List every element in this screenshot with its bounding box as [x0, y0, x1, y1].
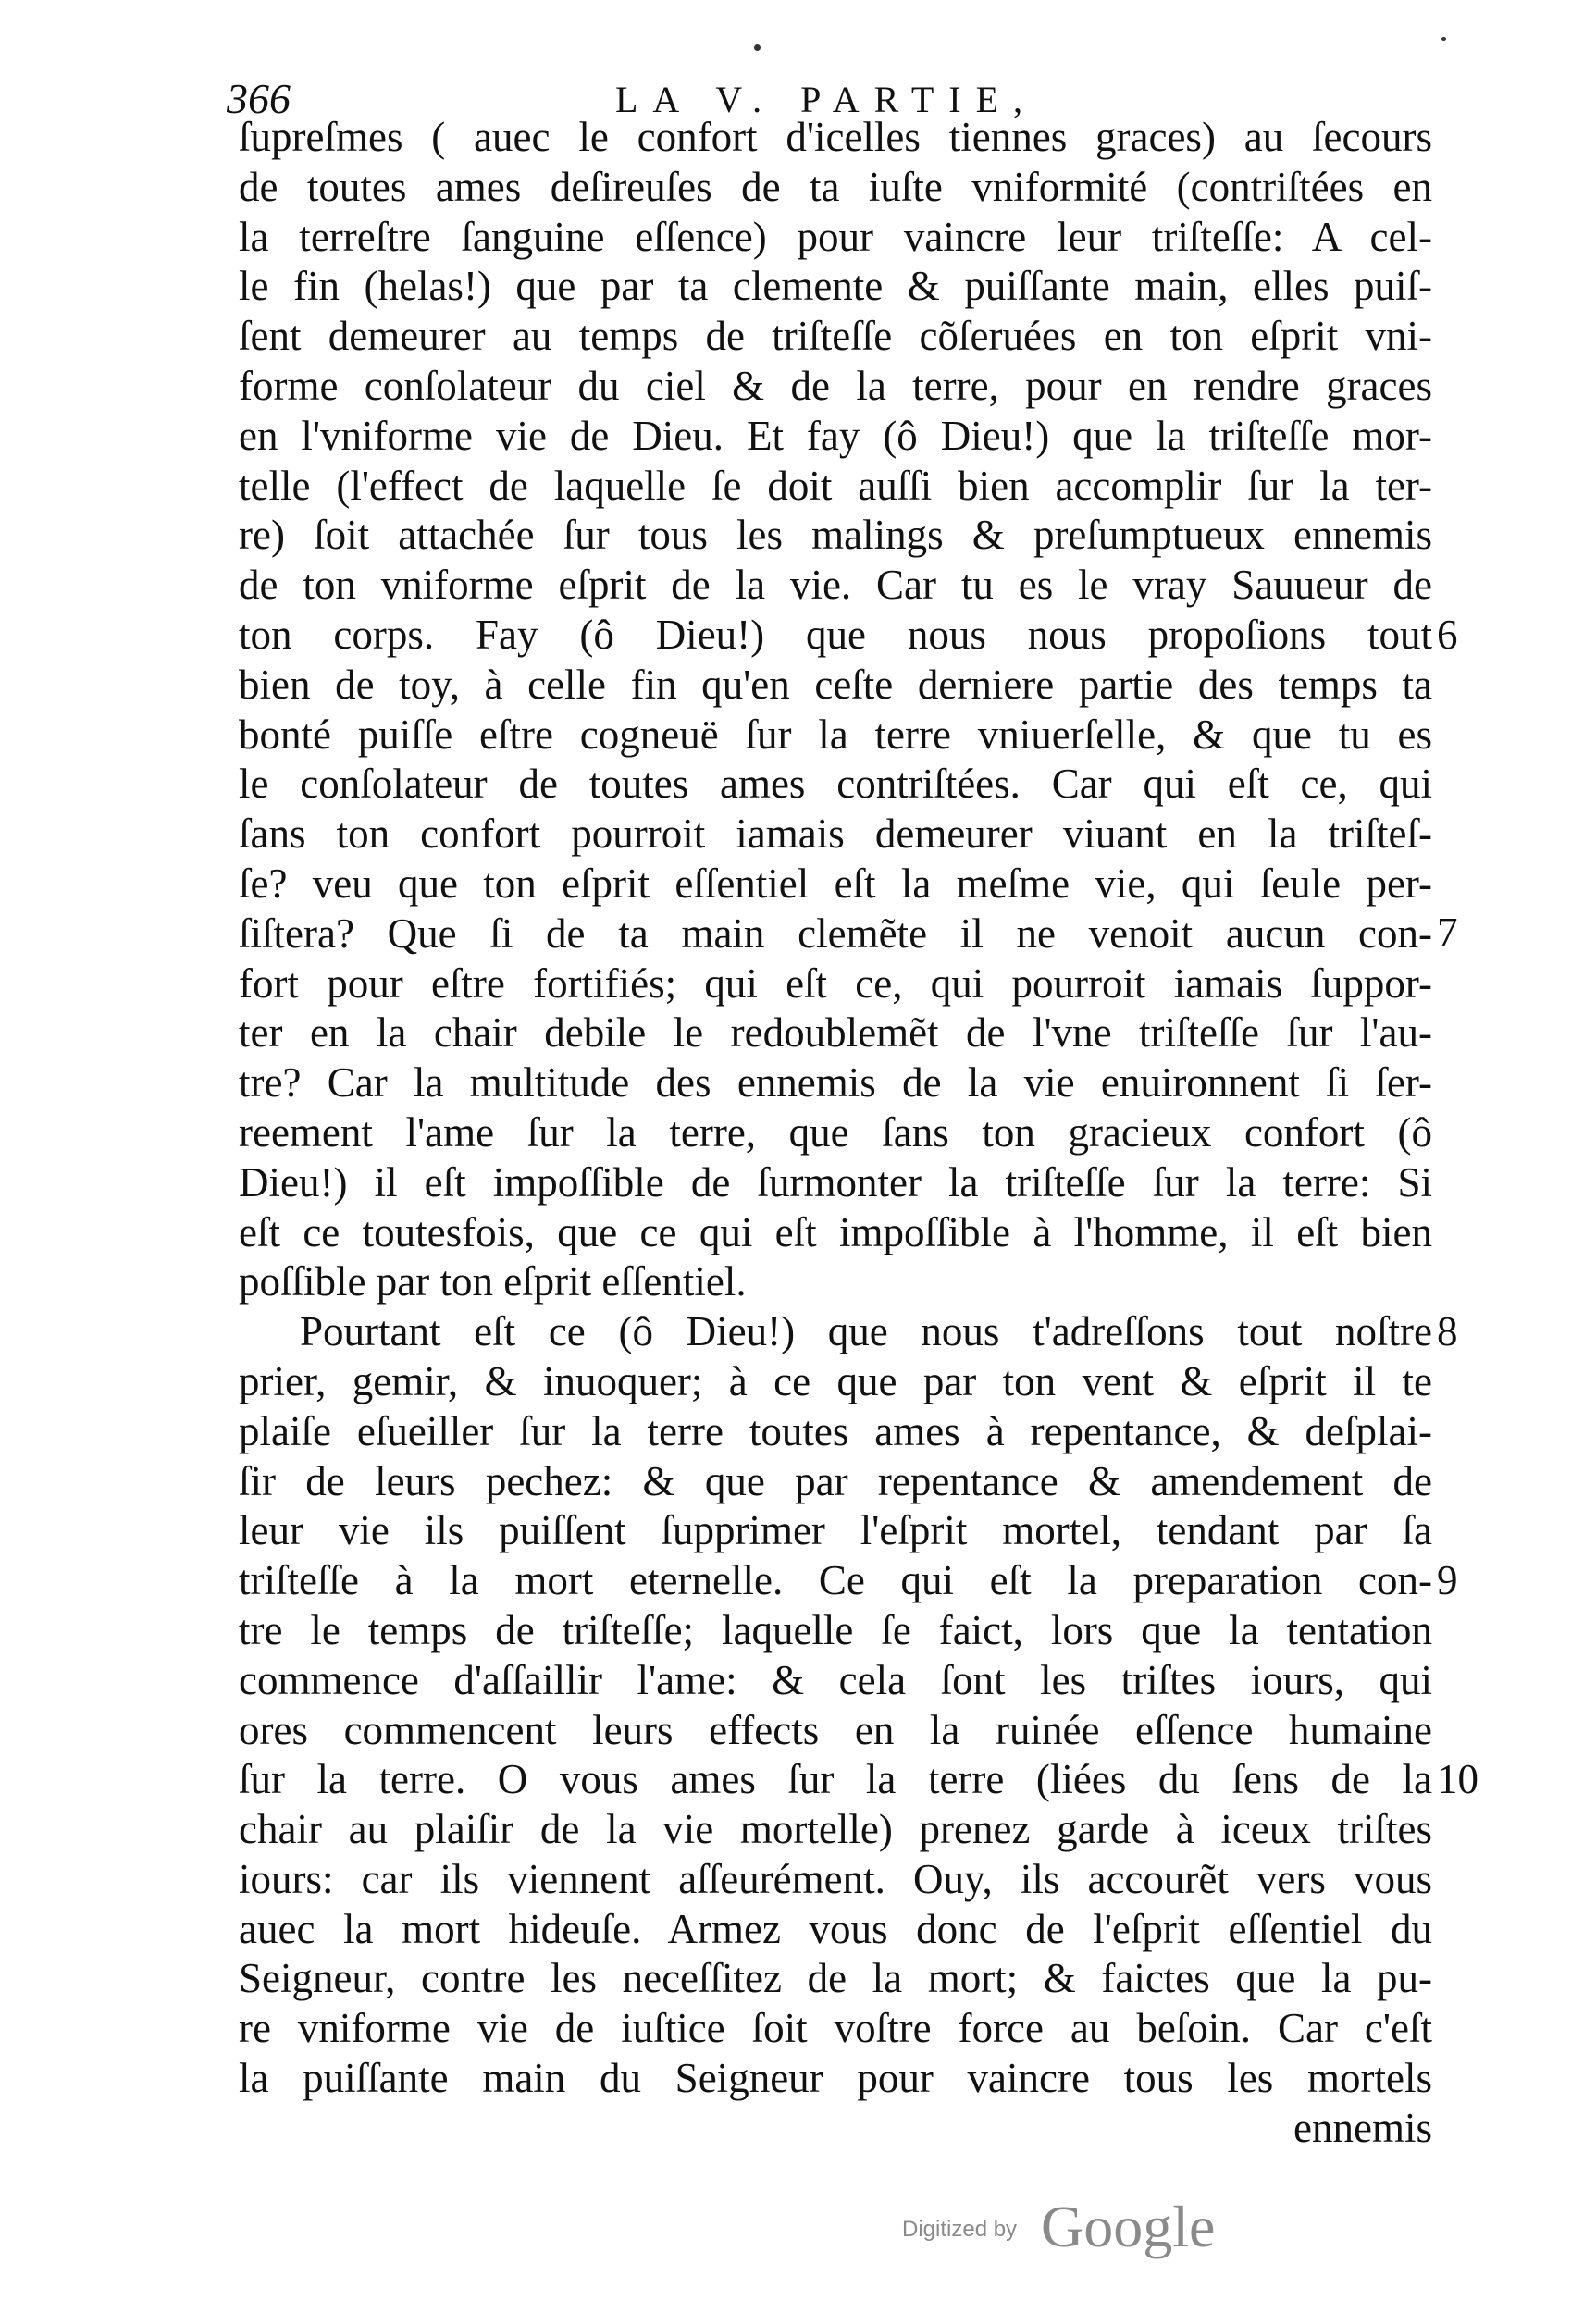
text-line: re) ſoit attachée ſur tous les malings & preſumptueux ennemis: [239, 512, 1432, 559]
text-line: ſur la terre. O vous ames ſur la terre (liées du ſens de la: [239, 1756, 1432, 1803]
text-line: poſſible par ton eſprit eſſentiel.: [239, 1258, 747, 1305]
text-line: ores commencent leurs effects en la ruinée eſſence humaine: [239, 1706, 1432, 1753]
text-line: en l'vniforme vie de Dieu. Et fay (ô Dieu!) que la triſteſſe mor-: [239, 412, 1432, 459]
text-line: leur vie ils puiſſent ſupprimer l'eſprit mortel, tendant par ſa: [239, 1507, 1432, 1554]
text-line: le conſolateur de toutes ames contriſtées. Car qui eſt ce, qui: [239, 761, 1432, 808]
text-line: Seigneur, contre les neceſſitez de la mort; & faictes que la pu-: [239, 1955, 1432, 2002]
google-logo: Google: [1041, 2194, 1216, 2259]
ink-speck: [1441, 37, 1446, 41]
text-line: tre? Car la multitude des ennemis de la vie enuironnent ſi ſer-: [239, 1059, 1432, 1107]
text-line: Dieu!) il eſt impoſſible de ſurmonter la triſteſſe ſur la terre: Si: [239, 1158, 1432, 1206]
text-line: le fin (helas!) que par ta clemente & puiſſante main, elles puiſ-: [239, 263, 1432, 310]
text-line: forme conſolateur du ciel & de la terre, pour en rendre graces: [239, 362, 1432, 409]
text-line: reement l'ame ſur la terre, que ſans ton gracieux confort (ô: [239, 1108, 1432, 1156]
text-line: prier, gemir, & inuoquer; à ce que par ton vent & eſprit il te: [239, 1357, 1432, 1404]
body-text: [239, 113, 1432, 2154]
digitization-watermark: [902, 2193, 1272, 2267]
text-line: ton corps. Fay (ô Dieu!) que nous nous propoſions tout: [239, 611, 1432, 658]
verse-number: 9: [1437, 1557, 1458, 1603]
text-line: bien de toy, à celle fin qu'en ceſte derniere partie des temps ta: [239, 661, 1432, 708]
text-line: la terreſtre ſanguine eſſence) pour vaincre leur triſteſſe: A cel-: [239, 213, 1432, 260]
text-line: commence d'aſſaillir l'ame: & cela ſont les triſtes iours, qui: [239, 1656, 1432, 1703]
text-line: tre le temps de triſteſſe; laquelle ſe faict, lors que la tentation: [239, 1606, 1432, 1653]
verse-number: 7: [1437, 909, 1458, 956]
verse-number: 6: [1437, 612, 1458, 658]
verse-number: 10: [1437, 1756, 1478, 1802]
running-title: LA V. PARTIE,: [615, 79, 1038, 120]
text-line: plaiſe eſueiller ſur la terre toutes ames à repentance, & deſplai-: [239, 1407, 1432, 1454]
text-line: telle (l'effect de laquelle ſe doit auſſi bien accomplir ſur la ter-: [239, 462, 1432, 509]
text-line: de ton vniforme eſprit de la vie. Car tu es le vray Sauueur de: [239, 562, 1432, 609]
text-line: bonté puiſſe eſtre cogneuë ſur la terre vniuerſelle, & que tu es: [239, 711, 1432, 758]
text-line: eſt ce toutesfois, que ce qui eſt impoſſible à l'homme, il eſt bien: [239, 1208, 1432, 1255]
text-line: auec la mort hideuſe. Armez vous donc de l'eſprit eſſentiel du: [239, 1905, 1432, 1952]
text-line: Pourtant eſt ce (ô Dieu!) que nous t'adreſſons tout noſtre: [300, 1308, 1432, 1355]
text-line: chair au plaiſir de la vie mortelle) prenez garde à iceux triſtes: [239, 1806, 1432, 1853]
text-line: ſans ton confort pourroit iamais demeurer viuant en la triſteſ-: [239, 810, 1432, 858]
text-line: ſe? veu que ton eſprit eſſentiel eſt la meſme vie, qui ſeule per-: [239, 860, 1432, 907]
page-number: 366: [227, 75, 291, 122]
text-line: fort pour eſtre fortifiés; qui eſt ce, qui pourroit iamais ſuppor-: [239, 959, 1432, 1007]
verse-number: 8: [1437, 1308, 1458, 1354]
text-line: re vniforme vie de iuſtice ſoit voſtre force au beſoin. Car c'eſt: [239, 2005, 1432, 2052]
catchword: ennemis: [1293, 2104, 1432, 2151]
digitized-by-label: Digitized by: [902, 2217, 1018, 2242]
text-line: ſent demeurer au temps de triſteſſe cõſeruées en ton eſprit vni-: [239, 313, 1432, 360]
text-line: la puiſſante main du Seigneur pour vaincre tous les mortels: [239, 2055, 1432, 2102]
text-line: triſteſſe à la mort eternelle. Ce qui eſt la preparation con-: [239, 1557, 1432, 1604]
ink-speck: [754, 44, 761, 51]
text-line: ſupreſmes ( auec le confort d'icelles tiennes graces) au ſecours: [239, 114, 1432, 160]
text-line: iours: car ils viennent aſſeurément. Ouy, ils accourẽt vers vous: [239, 1855, 1432, 1902]
text-line: de toutes ames deſireuſes de ta iuſte vniformité (contriſtées en: [239, 163, 1432, 210]
text-line: ſiſtera? Que ſi de ta main clemẽte il ne venoit aucun con-: [239, 909, 1432, 957]
text-line: ſir de leurs pechez: & que par repentance & amendement de: [239, 1457, 1432, 1504]
text-line: ter en la chair debile le redoublemẽt de l'vne triſteſſe ſur l'au-: [239, 1009, 1432, 1057]
